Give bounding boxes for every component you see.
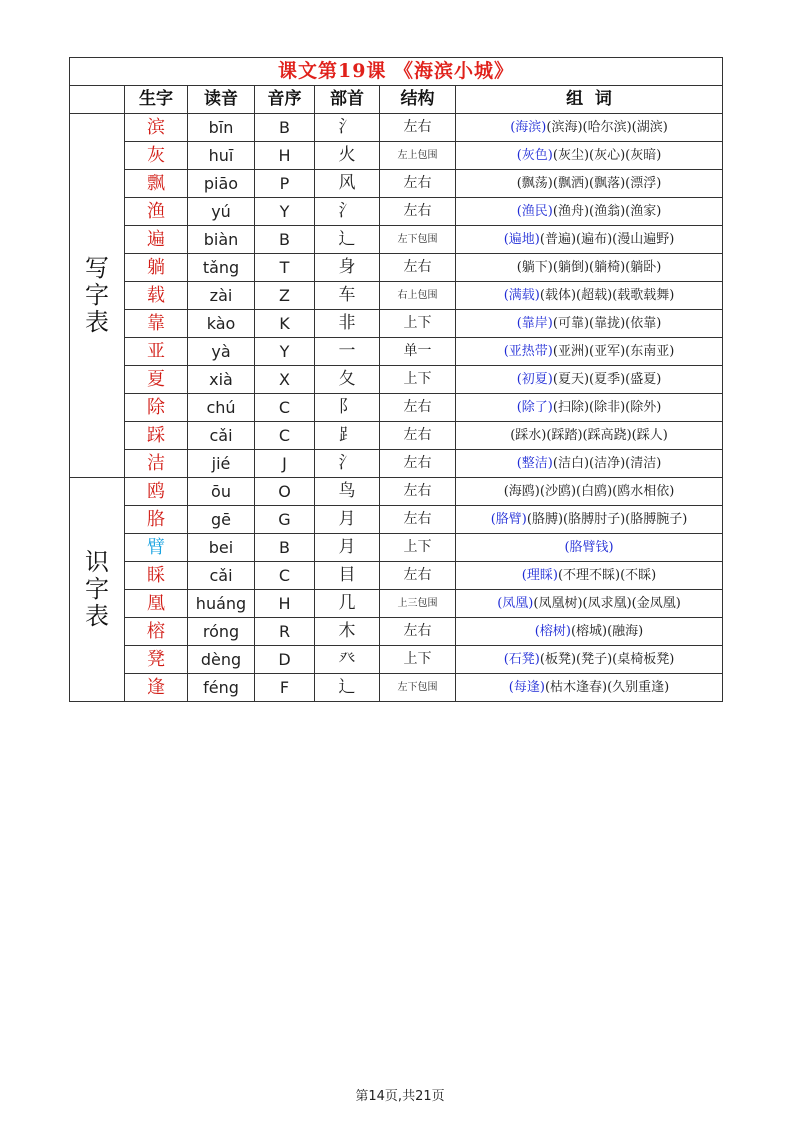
structure-cell: 左右 <box>380 506 456 534</box>
radical-cell: 风 <box>315 170 380 198</box>
highlight-word: (灰色) <box>516 148 553 163</box>
letter-cell: J <box>255 450 315 478</box>
highlight-word: (凤凰) <box>497 596 534 611</box>
table-row <box>70 562 723 590</box>
other-words: (灰尘)(灰心)(灰暗) <box>552 148 662 163</box>
table-row <box>70 506 723 534</box>
pinyin-cell: xià <box>188 366 255 394</box>
radical-cell: ⻊ <box>315 422 380 450</box>
words-cell <box>456 114 723 142</box>
pinyin-cell: féng <box>188 674 255 702</box>
structure-cell: 左右 <box>380 478 456 506</box>
words-cell <box>456 590 723 618</box>
char-cell: 臂 <box>125 534 188 562</box>
pinyin-cell: kào <box>188 310 255 338</box>
header-radical: 部首 <box>315 86 380 114</box>
structure-cell: 左右 <box>380 450 456 478</box>
radical-cell: 身 <box>315 254 380 282</box>
other-words: (榕城)(融海) <box>570 624 644 639</box>
structure-cell: 上下 <box>380 534 456 562</box>
char-cell: 榕 <box>125 618 188 646</box>
structure-cell: 左上包围 <box>380 142 456 170</box>
char-cell: 躺 <box>125 254 188 282</box>
table-row <box>70 674 723 702</box>
letter-cell: Y <box>255 338 315 366</box>
letter-cell: B <box>255 114 315 142</box>
pinyin-cell: piāo <box>188 170 255 198</box>
table-row <box>70 198 723 226</box>
words-cell <box>456 282 723 310</box>
char-cell: 逢 <box>125 674 188 702</box>
letter-cell: G <box>255 506 315 534</box>
other-words: (洁白)(洁净)(清洁) <box>552 456 662 471</box>
char-cell: 夏 <box>125 366 188 394</box>
table-row <box>70 646 723 674</box>
other-words: (枯木逢春)(久别重逢) <box>544 680 670 695</box>
letter-cell: B <box>255 534 315 562</box>
table-row <box>70 478 723 506</box>
structure-cell: 上下 <box>380 310 456 338</box>
words-cell <box>456 310 723 338</box>
pinyin-cell: dèng <box>188 646 255 674</box>
highlight-word: (除了) <box>516 400 553 415</box>
radical-cell: 氵 <box>315 114 380 142</box>
char-cell: 飘 <box>125 170 188 198</box>
table-row <box>70 394 723 422</box>
structure-cell: 左右 <box>380 114 456 142</box>
highlight-word: (胳臂钱) <box>564 540 614 555</box>
char-cell: 凰 <box>125 590 188 618</box>
radical-cell: 一 <box>315 338 380 366</box>
table-row <box>70 366 723 394</box>
char-cell: 遍 <box>125 226 188 254</box>
group-label-char: 字 <box>85 575 109 603</box>
table-row <box>70 422 723 450</box>
radical-cell: 车 <box>315 282 380 310</box>
char-cell: 睬 <box>125 562 188 590</box>
radical-cell: 目 <box>315 562 380 590</box>
group-label-char: 表 <box>85 602 109 630</box>
words-cell <box>456 198 723 226</box>
words-cell <box>456 366 723 394</box>
other-words: (普遍)(遍布)(漫山遍野) <box>539 232 675 247</box>
letter-cell: Z <box>255 282 315 310</box>
words-cell <box>456 506 723 534</box>
letter-cell: Y <box>255 198 315 226</box>
letter-cell: P <box>255 170 315 198</box>
table-row <box>70 450 723 478</box>
words-cell <box>456 534 723 562</box>
radical-cell: 癶 <box>315 646 380 674</box>
char-cell: 凳 <box>125 646 188 674</box>
char-cell: 胳 <box>125 506 188 534</box>
radical-cell: 辶 <box>315 226 380 254</box>
radical-cell: 阝 <box>315 394 380 422</box>
table-row <box>70 310 723 338</box>
radical-cell: 非 <box>315 310 380 338</box>
letter-cell: D <box>255 646 315 674</box>
highlight-word: (胳臂) <box>490 512 527 527</box>
structure-cell: 上三包围 <box>380 590 456 618</box>
pinyin-cell: zài <box>188 282 255 310</box>
pinyin-cell: róng <box>188 618 255 646</box>
letter-cell: X <box>255 366 315 394</box>
highlight-word: (榕树) <box>534 624 571 639</box>
structure-cell: 左右 <box>380 422 456 450</box>
letter-cell: C <box>255 422 315 450</box>
vocabulary-table <box>69 57 723 702</box>
words-cell <box>456 646 723 674</box>
table-row <box>70 338 723 366</box>
words-cell <box>456 562 723 590</box>
char-cell: 载 <box>125 282 188 310</box>
header-pinyin: 读音 <box>188 86 255 114</box>
words-cell <box>456 170 723 198</box>
group-label-char: 写 <box>85 254 109 282</box>
words-cell <box>456 142 723 170</box>
letter-cell: O <box>255 478 315 506</box>
table-row <box>70 142 723 170</box>
table-row <box>70 254 723 282</box>
other-words: (板凳)(凳子)(桌椅板凳) <box>539 652 675 667</box>
char-cell: 鸥 <box>125 478 188 506</box>
highlight-word: (海滨) <box>510 120 547 135</box>
pinyin-cell: chú <box>188 394 255 422</box>
words-cell <box>456 618 723 646</box>
structure-cell: 左右 <box>380 254 456 282</box>
radical-cell: 鸟 <box>315 478 380 506</box>
radical-cell: 月 <box>315 534 380 562</box>
table-row <box>70 114 723 142</box>
table-row <box>70 618 723 646</box>
other-words: (不理不睬)(不睬) <box>557 568 657 583</box>
structure-cell: 单一 <box>380 338 456 366</box>
char-cell: 亚 <box>125 338 188 366</box>
other-words: (胳膊)(胳膊肘子)(胳膊腕子) <box>526 512 688 527</box>
highlight-word: (靠岸) <box>516 316 553 331</box>
group-label <box>70 478 125 702</box>
letter-cell: C <box>255 562 315 590</box>
highlight-word: (亚热带) <box>503 344 553 359</box>
page-title: 课文第19课 《海滨小城》 <box>70 58 723 86</box>
letter-cell: R <box>255 618 315 646</box>
char-cell: 滨 <box>125 114 188 142</box>
radical-cell: 氵 <box>315 450 380 478</box>
pinyin-cell: bīn <box>188 114 255 142</box>
table-row <box>70 590 723 618</box>
radical-cell: 夂 <box>315 366 380 394</box>
page-footer: 第14页,共21页 <box>355 1089 445 1104</box>
pinyin-cell: gē <box>188 506 255 534</box>
highlight-word: (初夏) <box>516 372 553 387</box>
structure-cell: 左下包围 <box>380 674 456 702</box>
other-words: (亚洲)(亚军)(东南亚) <box>552 344 675 359</box>
highlight-word: (整洁) <box>516 456 553 471</box>
words-cell <box>456 422 723 450</box>
other-words: (海鸥)(沙鸥)(白鸥)(鸥水相依) <box>503 484 675 499</box>
letter-cell: F <box>255 674 315 702</box>
structure-cell: 左右 <box>380 394 456 422</box>
table-row <box>70 170 723 198</box>
highlight-word: (理睬) <box>521 568 558 583</box>
char-cell: 踩 <box>125 422 188 450</box>
words-cell <box>456 338 723 366</box>
radical-cell: 氵 <box>315 198 380 226</box>
pinyin-cell: bei <box>188 534 255 562</box>
header-char: 生字 <box>125 86 188 114</box>
header-row <box>70 86 723 114</box>
header-structure: 结构 <box>380 86 456 114</box>
structure-cell: 左右 <box>380 170 456 198</box>
pinyin-cell: tǎng <box>188 254 255 282</box>
radical-cell: 几 <box>315 590 380 618</box>
pinyin-cell: ōu <box>188 478 255 506</box>
char-cell: 靠 <box>125 310 188 338</box>
words-cell <box>456 254 723 282</box>
pinyin-cell: huáng <box>188 590 255 618</box>
letter-cell: T <box>255 254 315 282</box>
structure-cell: 左下包围 <box>380 226 456 254</box>
table-row <box>70 226 723 254</box>
structure-cell: 左右 <box>380 618 456 646</box>
other-words: (载体)(超载)(载歌载舞) <box>539 288 675 303</box>
pinyin-cell: biàn <box>188 226 255 254</box>
letter-cell: K <box>255 310 315 338</box>
group-label-char: 识 <box>85 548 109 576</box>
pinyin-cell: yú <box>188 198 255 226</box>
table-row <box>70 282 723 310</box>
pinyin-cell: jié <box>188 450 255 478</box>
words-cell <box>456 450 723 478</box>
header-letter: 音序 <box>255 86 315 114</box>
header-blank <box>70 86 125 114</box>
pinyin-cell: cǎi <box>188 562 255 590</box>
other-words: (扫除)(除非)(除外) <box>552 400 662 415</box>
words-cell <box>456 478 723 506</box>
highlight-word: (渔民) <box>516 204 553 219</box>
other-words: (可靠)(靠拢)(依靠) <box>552 316 662 331</box>
structure-cell: 上下 <box>380 646 456 674</box>
other-words: (夏天)(夏季)(盛夏) <box>552 372 662 387</box>
char-cell: 除 <box>125 394 188 422</box>
radical-cell: 木 <box>315 618 380 646</box>
other-words: (渔舟)(渔翁)(渔家) <box>552 204 662 219</box>
other-words: (飘荡)(飘洒)(飘落)(漂浮) <box>516 176 662 191</box>
group-label-char: 表 <box>85 308 109 336</box>
words-cell <box>456 226 723 254</box>
group-label <box>70 114 125 478</box>
highlight-word: (每逢) <box>508 680 545 695</box>
radical-cell: 辶 <box>315 674 380 702</box>
letter-cell: H <box>255 142 315 170</box>
pinyin-cell: cǎi <box>188 422 255 450</box>
words-cell <box>456 674 723 702</box>
structure-cell: 左右 <box>380 562 456 590</box>
highlight-word: (石凳) <box>503 652 540 667</box>
header-words: 组 词 <box>456 86 723 114</box>
pinyin-cell: huī <box>188 142 255 170</box>
table-row <box>70 534 723 562</box>
pinyin-cell: yà <box>188 338 255 366</box>
other-words: (滨海)(哈尔滨)(湖滨) <box>546 120 668 135</box>
letter-cell: C <box>255 394 315 422</box>
char-cell: 渔 <box>125 198 188 226</box>
letter-cell: H <box>255 590 315 618</box>
other-words: (踩水)(踩踏)(踩高跷)(踩人) <box>510 428 668 443</box>
structure-cell: 右上包围 <box>380 282 456 310</box>
group-label-char: 字 <box>85 281 109 309</box>
radical-cell: 火 <box>315 142 380 170</box>
other-words: (躺下)(躺倒)(躺椅)(躺卧) <box>516 260 662 275</box>
char-cell: 洁 <box>125 450 188 478</box>
letter-cell: B <box>255 226 315 254</box>
highlight-word: (遍地) <box>503 232 540 247</box>
char-cell: 灰 <box>125 142 188 170</box>
other-words: (凤凰树)(凤求凰)(金凤凰) <box>533 596 681 611</box>
structure-cell: 左右 <box>380 198 456 226</box>
words-cell <box>456 394 723 422</box>
radical-cell: 月 <box>315 506 380 534</box>
structure-cell: 上下 <box>380 366 456 394</box>
highlight-word: (满载) <box>503 288 540 303</box>
